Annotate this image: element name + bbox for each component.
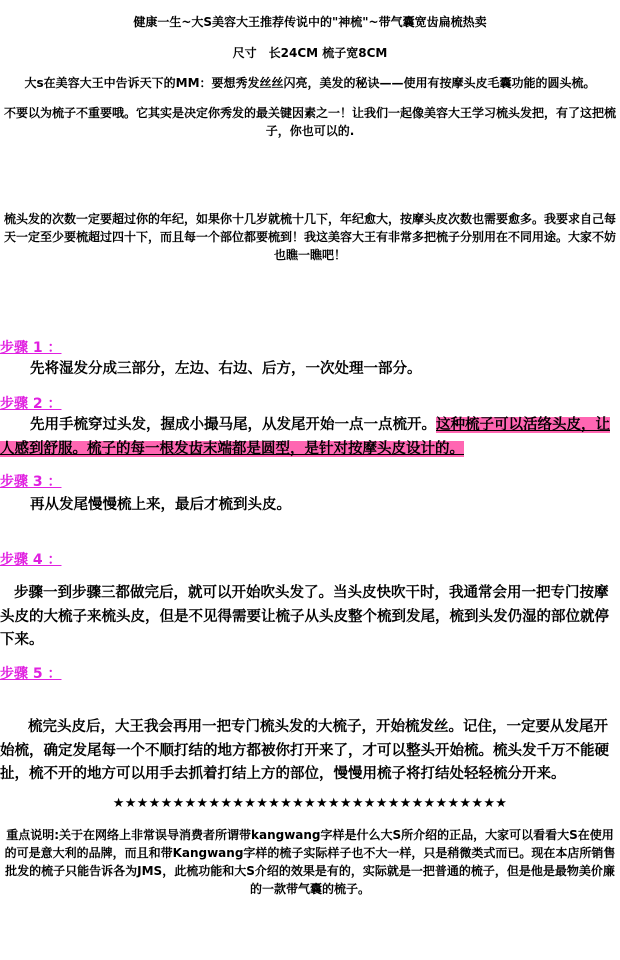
intro-paragraph-1: 大s在美容大王中告诉天下的MM：要想秀发丝丝闪亮，美发的秘诀——使用有按摩头皮毛囊功能的圆头梳。 [24, 76, 596, 90]
step-2-text: 先用手梳穿过头发，握成小撮马尾，从发尾开始一点一点梳开。 [30, 417, 436, 433]
step-1-label: 步骤 1 ： [0, 340, 62, 356]
step-5-label: 步骤 5 ： [0, 666, 62, 682]
step-1-text: 先将湿发分成三部分，左边、右边、后方，一次处理一部分。 [30, 361, 422, 377]
page-title: 健康一生~大S美容大王推荐传说中的"神梳"~带气囊宽齿扁梳热卖 [133, 15, 487, 29]
important-note: 重点说明:关于在网络上非常误导消费者所谓带kangwang字样是什么大S所介绍的正品，大家可以看看大S在使用的可是意大利的品牌，而且和带Kangwang字样的梳子实际样子也不大一样，只是稍微类式而已。现在本店所销售批发的梳子只能告诉各为JMS，此梳功能和大S介绍的效果是有的，实际就是一把普通的梳子，但是他是最物美价廉的一款带气囊的梳子。 [4, 828, 616, 896]
intro-paragraph-2: 不要以为梳子不重要哦。它其实是决定你秀发的最关键因素之一！让我们一起像美容大王学习梳头发把，有了这把梳子，你也可以的. [3, 106, 616, 138]
step-3-label: 步骤 3 ： [0, 474, 62, 490]
step-2-highlight: 这种梳子可以活络头皮，让人感到舒服。梳子的每一根发齿末端都是圆型，是针对按摩头皮设计的。 [0, 417, 610, 457]
size-line: 尺寸 长24CM 梳子宽8CM [232, 46, 388, 60]
intro-paragraph-3: 梳头发的次数一定要超过你的年纪，如果你十几岁就梳十几下，年纪愈大，按摩头皮次数也需要愈多。我要求自己每天一定至少要梳超过四十下，而且每一个部位都要梳到！我这美容大王有非常多把梳子分别用在不同用途。大家不妨也瞧一瞧吧！ [3, 212, 616, 262]
step-2-label: 步骤 2 ： [0, 396, 62, 412]
star-divider: ★★★★★★★★★★★★★★★★★★★★★★★★★★★★★★★★★ [112, 796, 508, 811]
step-2-paragraph [0, 414, 618, 461]
step-4-text: 步骤一到步骤三都做完后，就可以开始吹头发了。当头皮快吹干时，我通常会用一把专门按摩头皮的大梳子来梳头皮，但是不见得需要让梳子从头皮整个梳到发尾，梳到头发仍湿的部位就停下来。 [0, 585, 609, 648]
step-4-label: 步骤 4 ： [0, 552, 62, 568]
step-3-text: 再从发尾慢慢梳上来，最后才梳到头皮。 [30, 497, 291, 513]
step-5-text: 梳完头皮后，大王我会再用一把专门梳头发的大梳子，开始梳发丝。记住，一定要从发尾开始梳，确定发尾每一个不顺打结的地方都被你打开来了，才可以整头开始梳。梳头发千万不能硬扯，梳不开的地方可以用手去抓着打结上方的部位，慢慢用梳子将打结处轻轻梳分开来。 [0, 719, 609, 782]
